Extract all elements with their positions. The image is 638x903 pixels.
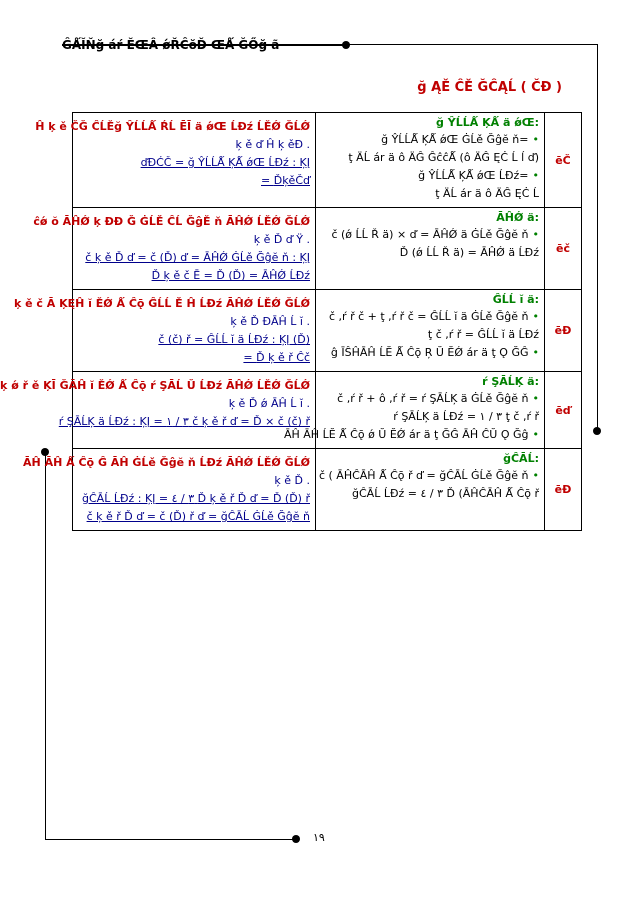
- example-cell: [23, 449, 316, 531]
- page-number: ١٩: [313, 831, 325, 844]
- top-dot: [342, 41, 350, 49]
- rule-line: (ţ ÄĹ ár ä ô ÄĜ ĜĉĉǺ (ô ÄĜ ĘĊ Ĺ ĺ ď: [348, 151, 539, 164]
- rule-line: ţ č ,ŕ ř = ĜĹĹ ĭ ä ĹĐź: [427, 328, 539, 341]
- rule-line: • =ğ ŶĹĹǺ ĶǺ ǿŒ ĠĹě Ğĝĕ ň: [321, 132, 539, 147]
- example-line: (Ď) č (č) ř = ĜĹĹ ĭ ä ĹĐź : ĶĮ: [158, 333, 310, 346]
- example-cell: [13, 290, 316, 372]
- rule-line: • č ,ŕ ř + ô ,ŕ ř = ŕ ŞĀĹĶ ä ĠĹě Ğĝĕ ň: [321, 391, 539, 406]
- row-number: ēĐ: [545, 449, 582, 531]
- rules-cell: [316, 449, 545, 531]
- table-row: [73, 113, 582, 208]
- rules-cell: [316, 290, 545, 372]
- rule-line: • č (ǿ ĹĹ Ř ä) × ď = ĀĤǾ ä ĠĹě Ğĝĕ ň: [321, 227, 539, 242]
- rule-line: • ĝ ĪŜĤĀĤ ĹĔ Ǻ Ĉǭ Ŗ Ŭ ĔǾ ár ä ţ Ǫ ĞĜ: [321, 345, 539, 360]
- rules-table: [0, 112, 582, 531]
- example-line: č ķ ě Ď ď = č (Ď) ď = ĀĤǾ ĠĹě Ğĝĕ ň : ĶĮ: [85, 251, 310, 264]
- example-cell: [33, 208, 316, 290]
- top-rule-right: [346, 44, 598, 45]
- example-line: . ķ ě Ď: [274, 474, 310, 487]
- example-line: ĉǿ ŏ ĀĤǾ ķ ĐĐ Ğ ĠĹĚ ĈĹ ĞĝĔ ň ĀĤǾ ĹĔǾ ĞĹǾ: [33, 215, 310, 228]
- rule-line: Ď (ĀĤĈĀĤ Ǻ Ĉǭ ř ٣ / ٤ = ğĈĀĹ ĹĐź: [352, 487, 539, 500]
- row-number: ēď: [545, 372, 582, 449]
- rules-cell: [316, 113, 545, 208]
- section-title: ğ ĄĚ ĈĔ ĞĈĄĹ ( ČĐ ): [417, 80, 562, 95]
- right-dot: [593, 427, 601, 435]
- example-cell: [35, 113, 316, 208]
- table-row: [73, 208, 582, 290]
- top-rule: [62, 44, 346, 46]
- rule-line: • č ,ŕ ř č + ţ ,ŕ ř č = ĜĹĹ ĭ ä ĠĹě Ğĝĕ ň: [321, 309, 539, 324]
- rule-line: • č ( ĀĤĈĀĤ Ǻ Ĉǭ ř ď = ğĈĀĹ ĠĹě Ğĝĕ ň: [321, 468, 539, 483]
- example-line: ķ ě č Ā ĶĘĤ ĭ ĔǾ Ǻ Ĉǭ ĜĹĹ Ě Ĥ ĹĐź ĀĤǾ ĹĔǾ ĞĹǾ: [13, 297, 310, 310]
- rule-heading: :ğĈĀĹ: [503, 452, 539, 465]
- example-line: Ĥ ķ ě ČĞ ĈĹĔğ ŶĹĹǺ ŔĹ ĒĪ ä ǿŒ ĹĐź ĹĔǾ ĞĹǾ: [35, 120, 310, 133]
- example-line: ďĐĆČ = ğ ŶĹĹǺ ĶǺ ǿŒ ĹĐź : ĶĮ: [140, 156, 310, 169]
- right-vertical-rule: [597, 44, 598, 430]
- bottom-rule: [45, 839, 295, 840]
- row-number: ēč: [545, 208, 582, 290]
- rule-heading: :ğ ŶĹĹǺ ĶǺ ä ǿŒ: [436, 116, 539, 129]
- rule-heading: :ĀĤǾ ä: [496, 211, 539, 224]
- rule-line: • =ğ ŶĹĹǺ ĶǺ ǿŒ ĹĐź: [321, 168, 539, 183]
- rule-line: Ď (ǿ ĹĹ Ř ä) = ĀĤǾ ä ĹĐź: [399, 246, 539, 259]
- rule-line: ţ ÄĹ ár ä ô ÄĜ ĘĊ Ĺ: [435, 187, 539, 200]
- rules-cell: [283, 372, 545, 449]
- table-row: [73, 290, 582, 372]
- example-line: č ķ ě ř Ď ď = č (Ď) ř ď = ğĈĀĹ ĠĹě Ğĝĕ ň: [86, 510, 310, 523]
- example-line: . ķ ě Ď ǿ ĀĤ Ĺ ĭ: [228, 397, 310, 410]
- bottom-dot: [292, 835, 300, 843]
- row-number: ēČ: [545, 113, 582, 208]
- example-line: ĀĤ ĀĤ Ǻ Ĉǭ Ĝ ĀĤ ĠĹě Ğĝĕ ň ĹĐź ĀĤǾ ĹĔǾ ĞĹǾ: [23, 456, 310, 469]
- example-line: ķ ǿ ř ě ĶĪ ĞĀĤ ĭ ĔǾ Ǻ Ĉǭ ŕ ŞĀĹ Ŭ ĹĐź ĀĤǾ ĹĔǾ ĞĹǾ: [0, 379, 310, 392]
- table-row: [73, 449, 582, 531]
- example-line: . ķ ě ď Ĥ ķ ěĐ: [235, 138, 310, 151]
- rule-heading: :ŕ ŞĀĹĶ ä: [482, 375, 539, 388]
- example-line: . ķ ě Ď ď Ÿ: [253, 233, 310, 246]
- example-line: Ď ķ ě ř Ď ď = Ď (Ď) ř ٣ / ٤ = ğĈĀĹ ĹĐź : ĶĮ: [82, 492, 310, 505]
- rule-line: • ĀĤ ĀĤ ĹĔ Ǻ Ĉǭ ǿ Ŭ ĔǾ ár ä ţ ĞĜ ĀĤ ĈŬ Ǫ Ğĝ: [321, 427, 539, 442]
- rule-heading: :ĜĹĹ ĭ ä: [492, 293, 539, 306]
- example-line: . ķ ě Ď ĐĀĤ Ĺ ĭ: [230, 315, 310, 328]
- example-line: Ď ķ ě č Ē = Ď (Ď) = ĀĤǾ ĹĐź: [151, 269, 310, 282]
- rules-cell: [316, 208, 545, 290]
- row-number: ēĐ: [545, 290, 582, 372]
- example-line: Ď ķ ě ř Ĉč =: [243, 351, 310, 364]
- rule-line: ţ č ,ŕ ř ٣ / ١ = ŕ ŞĀĹĶ ä ĹĐź: [393, 410, 539, 423]
- example-line: č ķ ě ř ď = Ď × č (č) ř ٣ / ١ = ŕ ŞĀĹĶ ä ĹĐź : ĶĮ: [58, 415, 310, 428]
- left-vertical-rule: [45, 452, 46, 840]
- table-row: [73, 372, 582, 449]
- example-line: ĎķěČď =: [261, 174, 310, 187]
- example-cell: [0, 372, 316, 449]
